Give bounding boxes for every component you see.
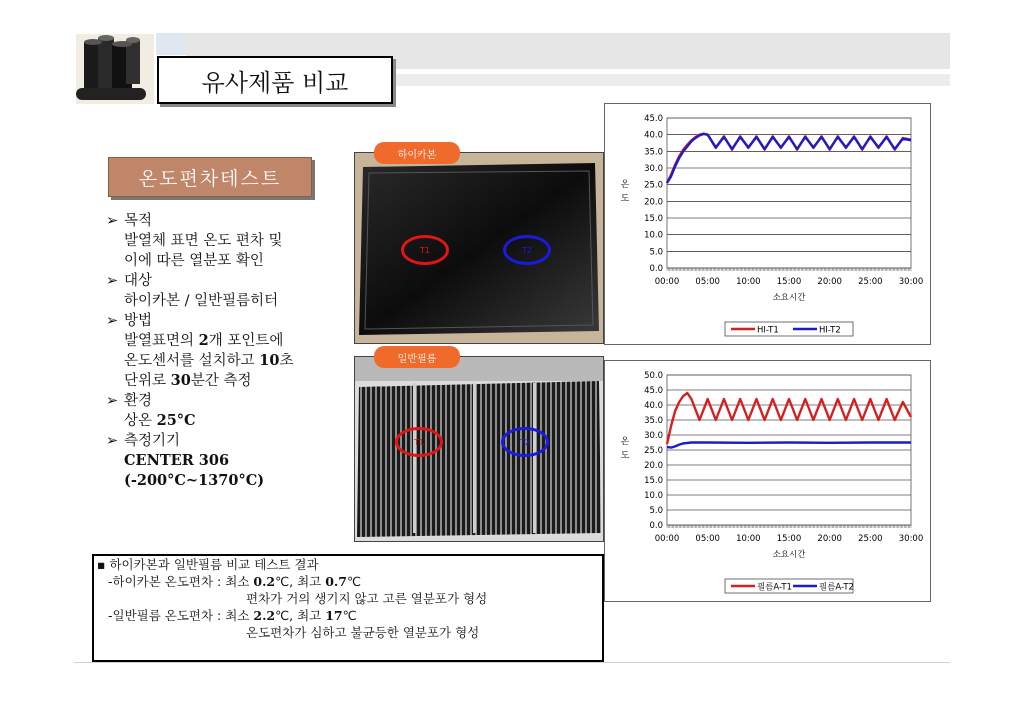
x-tick-label: 25:00	[858, 277, 883, 287]
y-tick-label: 0.0	[649, 521, 663, 531]
test-info-list	[106, 211, 346, 491]
film-temperature-chart	[604, 360, 931, 602]
y-tick-label: 15.0	[644, 476, 663, 486]
film-result-desc: 온도편차가 심하고 불균등한 열분포가 형성	[246, 625, 480, 640]
y-tick-label: 10.0	[644, 491, 663, 501]
carbon-badge: 하이카본	[374, 142, 460, 164]
y-tick-label: 10.0	[644, 230, 663, 241]
y-tick-label: 15.0	[644, 214, 663, 224]
x-tick-label: 30:00	[898, 277, 924, 287]
x-axis-label: 소요시간	[772, 550, 806, 560]
carbon-chart-svg	[605, 104, 930, 344]
method-line: 온도센서를 설치하고 10초	[124, 352, 294, 369]
x-tick-label: 15:00	[776, 534, 802, 544]
x-tick-label: 20:00	[817, 277, 842, 287]
arrow-bullet-icon: ➢	[106, 393, 119, 409]
method-line: 단위로 30분간 측정	[124, 372, 252, 389]
footer-divider	[74, 662, 950, 663]
y-tick-label: 40.0	[644, 401, 663, 411]
product-logo-image	[76, 34, 154, 104]
y-tick-label: 50.0	[644, 371, 663, 381]
film-chart-svg	[605, 361, 930, 601]
arrow-bullet-icon: ➢	[106, 213, 119, 229]
carbon-temperature-chart	[604, 103, 931, 345]
square-bullet-icon: ▪	[97, 557, 106, 572]
x-tick-label: 05:00	[695, 534, 720, 544]
device-range: (-200°C~1370°C)	[124, 472, 265, 489]
purpose-line: 발열체 표면 온도 편차 및	[124, 233, 283, 249]
y-tick-label: 45.0	[644, 386, 663, 396]
method-line: 발열표면의 2개 포인트에	[124, 332, 284, 349]
purpose-line: 이에 따른 열분포 확인	[124, 253, 264, 269]
series-line	[667, 443, 911, 448]
y-tick-label: 0.0	[649, 264, 663, 274]
device-name: CENTER 306	[124, 452, 230, 469]
film-heater-image	[355, 357, 603, 541]
carbon-result-line: -하이카본 온도편차 : 최소 0.2℃, 최고 0.7℃	[108, 574, 362, 589]
x-tick-label: 25:00	[858, 534, 883, 544]
y-tick-label: 5.0	[649, 506, 663, 516]
y-tick-label: 20.0	[644, 197, 663, 208]
arrow-bullet-icon: ➢	[106, 273, 119, 289]
legend-entry: 필름A-T2	[819, 582, 854, 593]
sensor-t2-marker: T2	[501, 427, 549, 457]
x-tick-label: 10:00	[736, 534, 761, 544]
x-axis-label: 소요시간	[772, 293, 806, 303]
summary-heading: ▪ 하이카본과 일반필름 비교 테스트 결과	[97, 557, 319, 572]
x-tick-label: 00:00	[654, 277, 680, 287]
header-accent	[156, 33, 186, 55]
x-tick-label: 10:00	[736, 277, 761, 287]
y-tick-label: 25.0	[644, 180, 663, 191]
y-tick-label: 5.0	[649, 247, 663, 258]
y-axis-label: 도	[620, 194, 630, 204]
arrow-bullet-icon: ➢	[106, 433, 119, 449]
device-item: ➢ 측정기기	[106, 433, 181, 449]
x-tick-label: 00:00	[654, 534, 680, 544]
arrow-bullet-icon: ➢	[106, 313, 119, 329]
y-axis-label: 온	[620, 180, 630, 190]
series-line	[667, 134, 911, 183]
sensor-t2-marker: T2	[503, 235, 551, 265]
carbon-heater-image	[355, 153, 603, 343]
x-tick-label: 15:00	[776, 277, 802, 287]
series-line	[667, 393, 911, 444]
y-tick-label: 35.0	[644, 416, 663, 426]
x-tick-label: 30:00	[898, 534, 924, 544]
legend-entry: 필름A-T1	[757, 582, 792, 593]
film-result-line: -일반필름 온도편차 : 최소 2.2℃, 최고 17℃	[108, 608, 357, 623]
y-tick-label: 20.0	[644, 461, 663, 471]
y-tick-label: 30.0	[644, 431, 663, 441]
y-tick-label: 35.0	[644, 147, 663, 158]
carbon-heater-photo	[354, 152, 604, 344]
x-tick-label: 05:00	[695, 277, 720, 287]
page-title: 유사제품 비교	[157, 56, 393, 104]
y-axis-label: 도	[620, 451, 630, 461]
summary-box	[92, 554, 604, 662]
x-tick-label: 20:00	[817, 534, 842, 544]
target-item: ➢ 대상	[106, 273, 153, 289]
sensor-t1-marker: T1	[395, 427, 443, 457]
y-tick-label: 45.0	[644, 114, 663, 124]
sensor-t1-marker: T1	[401, 235, 449, 265]
target-value: 하이카본 / 일반필름히터	[124, 293, 279, 309]
legend-entry: HI-T2	[819, 325, 841, 336]
y-tick-label: 25.0	[644, 446, 663, 456]
film-badge: 일반필름	[374, 346, 460, 368]
env-value: 상온 25°C	[124, 412, 196, 429]
section-label: 온도편차테스트	[108, 157, 312, 197]
y-tick-label: 30.0	[644, 164, 663, 174]
legend-entry: HI-T1	[757, 325, 779, 336]
film-heater-photo	[354, 356, 604, 542]
carbon-result-desc: 편차가 거의 생기지 않고 고른 열분포가 형성	[246, 591, 488, 606]
rolls-icon	[76, 34, 154, 104]
method-item: ➢ 방법	[106, 313, 153, 329]
purpose-item: ➢ 목적	[106, 213, 153, 229]
y-tick-label: 40.0	[644, 130, 663, 141]
y-axis-label: 온	[620, 437, 630, 447]
env-item: ➢ 환경	[106, 393, 153, 409]
